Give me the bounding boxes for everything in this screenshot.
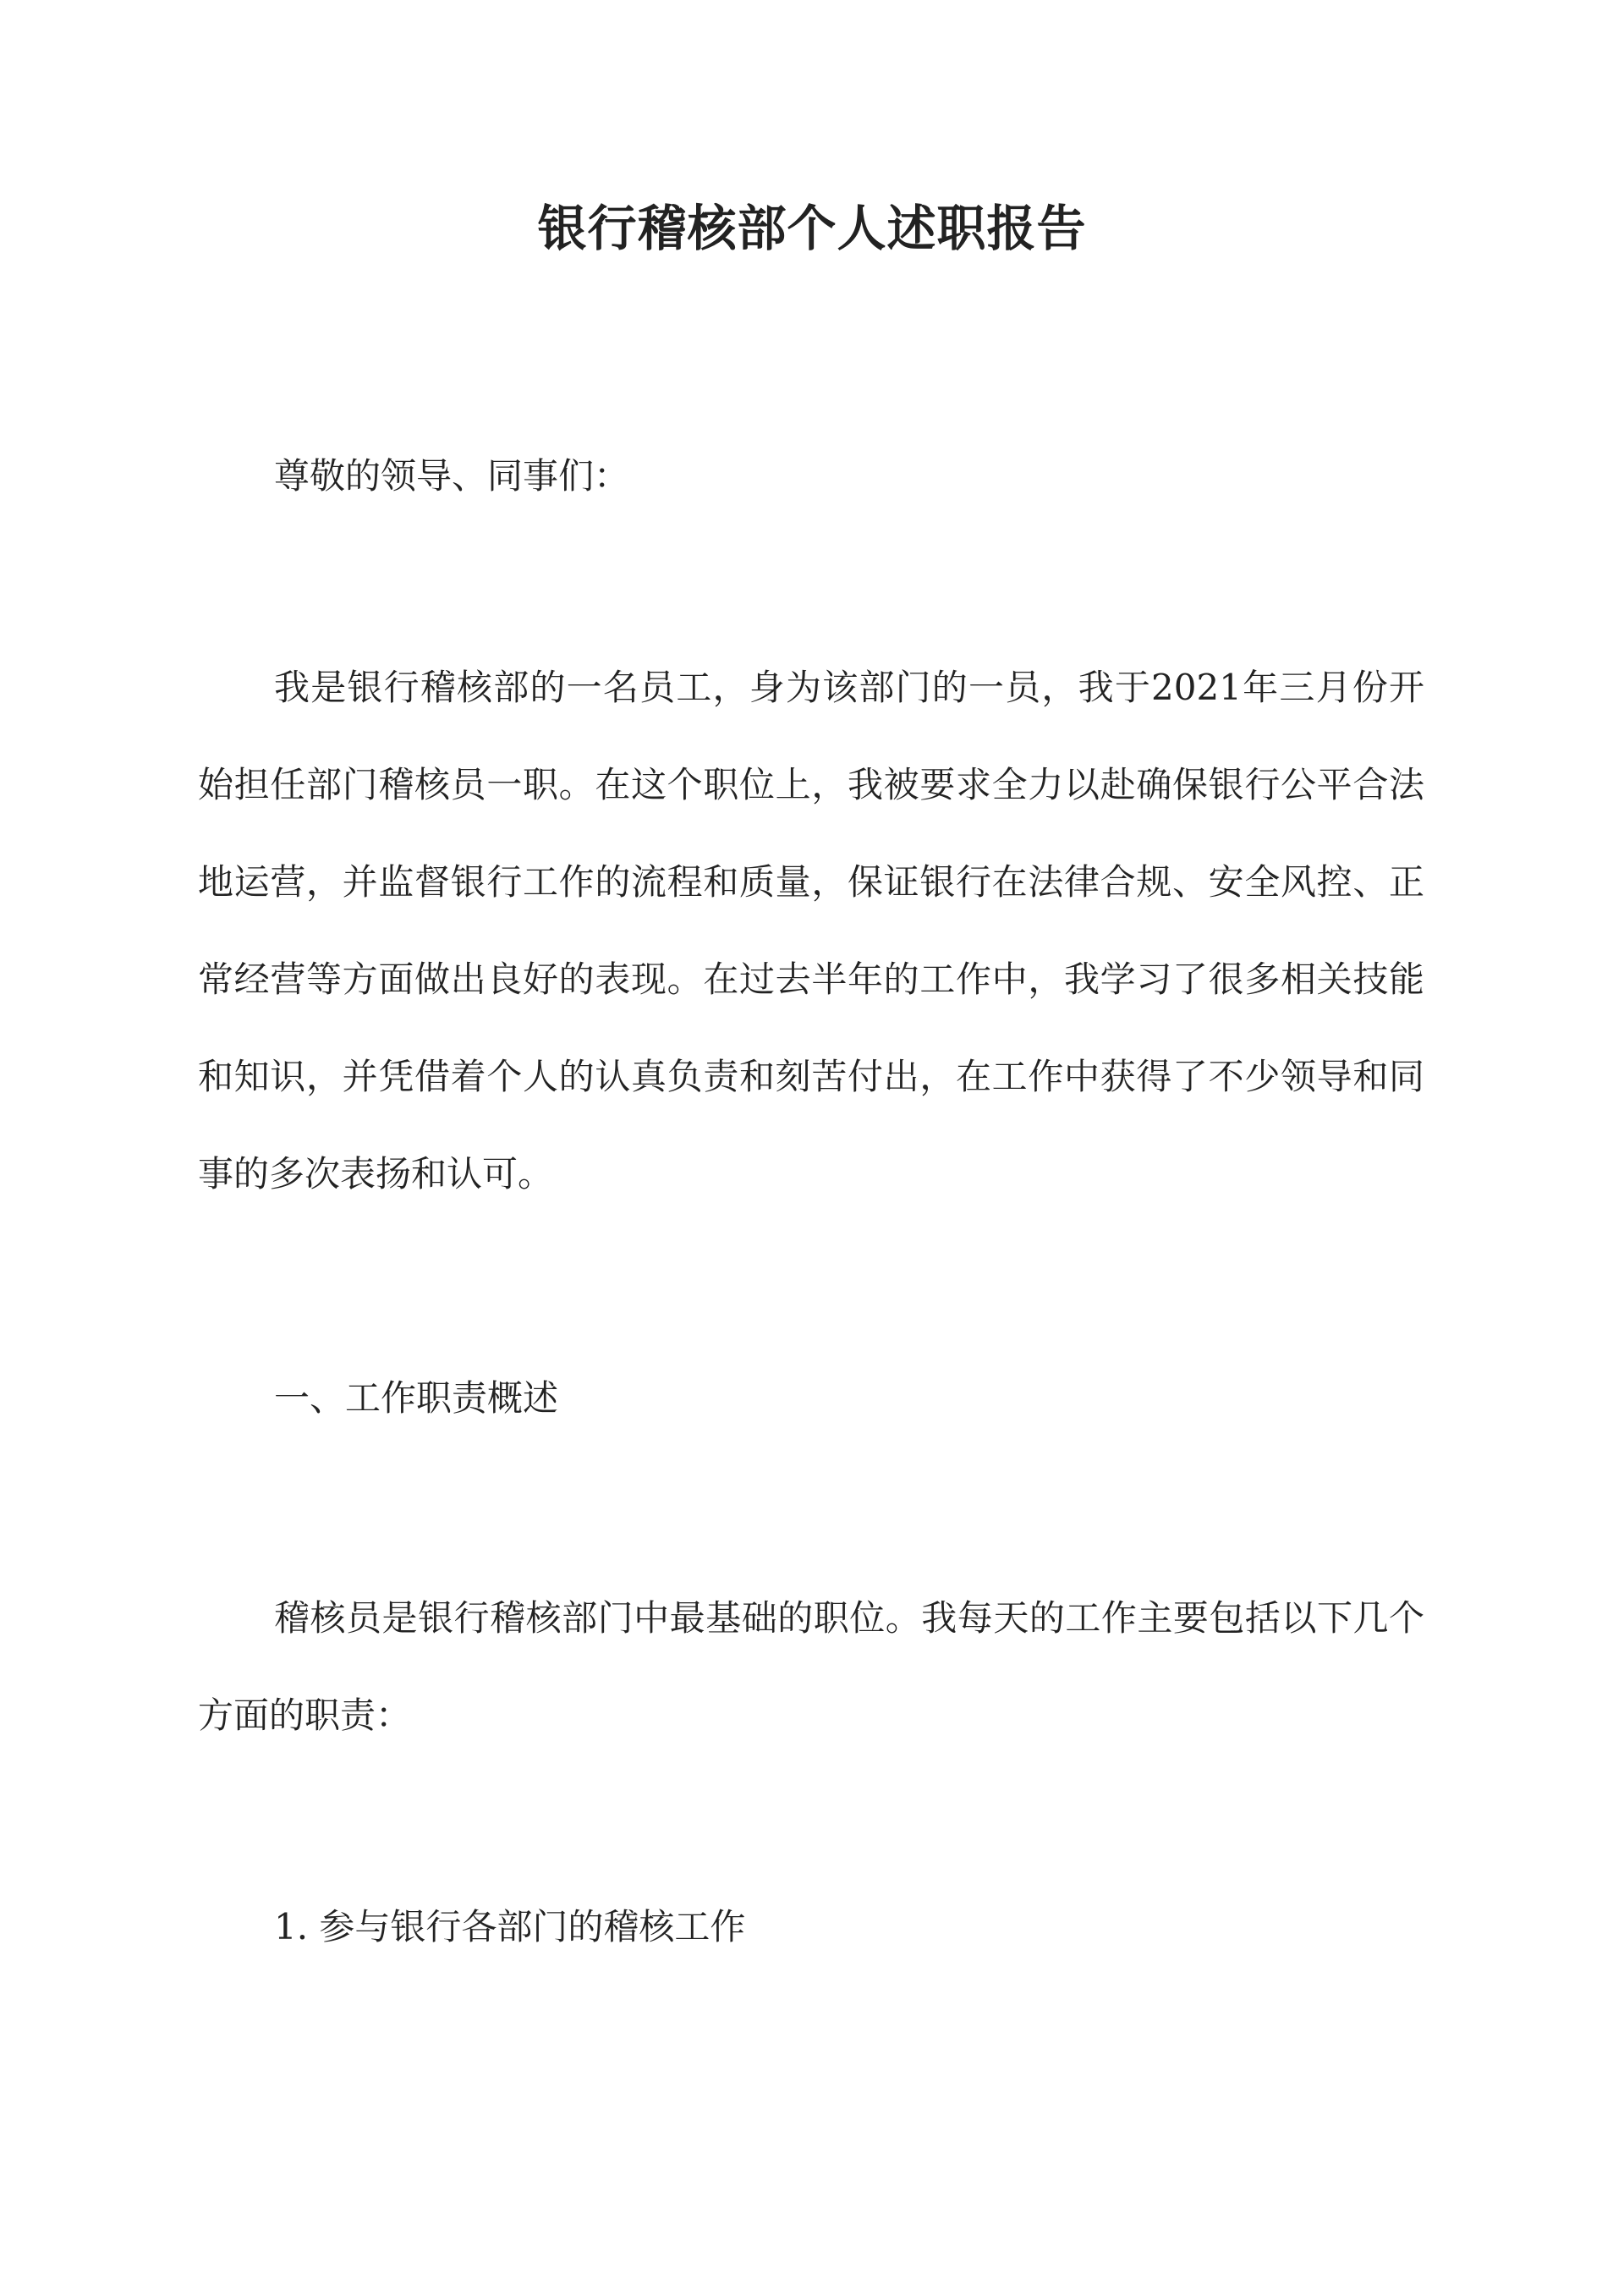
section-heading: 一、工作职责概述	[274, 1377, 559, 1419]
duties-paragraph: 稽核员是银行稽核部门中最基础的职位。我每天的工作主要包括以下几个方面的职责：	[198, 1597, 1424, 1736]
salutation: 尊敬的领导、同事们：	[274, 455, 630, 497]
document-title: 银行稽核部个人述职报告	[537, 200, 1087, 257]
list-item: 1. 参与银行各部门的稽核工作	[274, 1906, 746, 1947]
intro-paragraph: 我是银行稽核部的一名员工，身为该部门的一员，我于2021年三月份开始担任部门稽核员一职。在这个职位上，我被要求全力以赴确保银行公平合法地运营，并监督银行工作的流程和质量，保证银行在法律合规、安全风控、正常经营等方面做出良好的表现。在过去半年的工作中，我学习了很多相关技能和知识，并凭借着个人的认真负责和刻苦付出，在工作中获得了不少领导和同事的多次表扬和认可。	[198, 667, 1424, 1195]
